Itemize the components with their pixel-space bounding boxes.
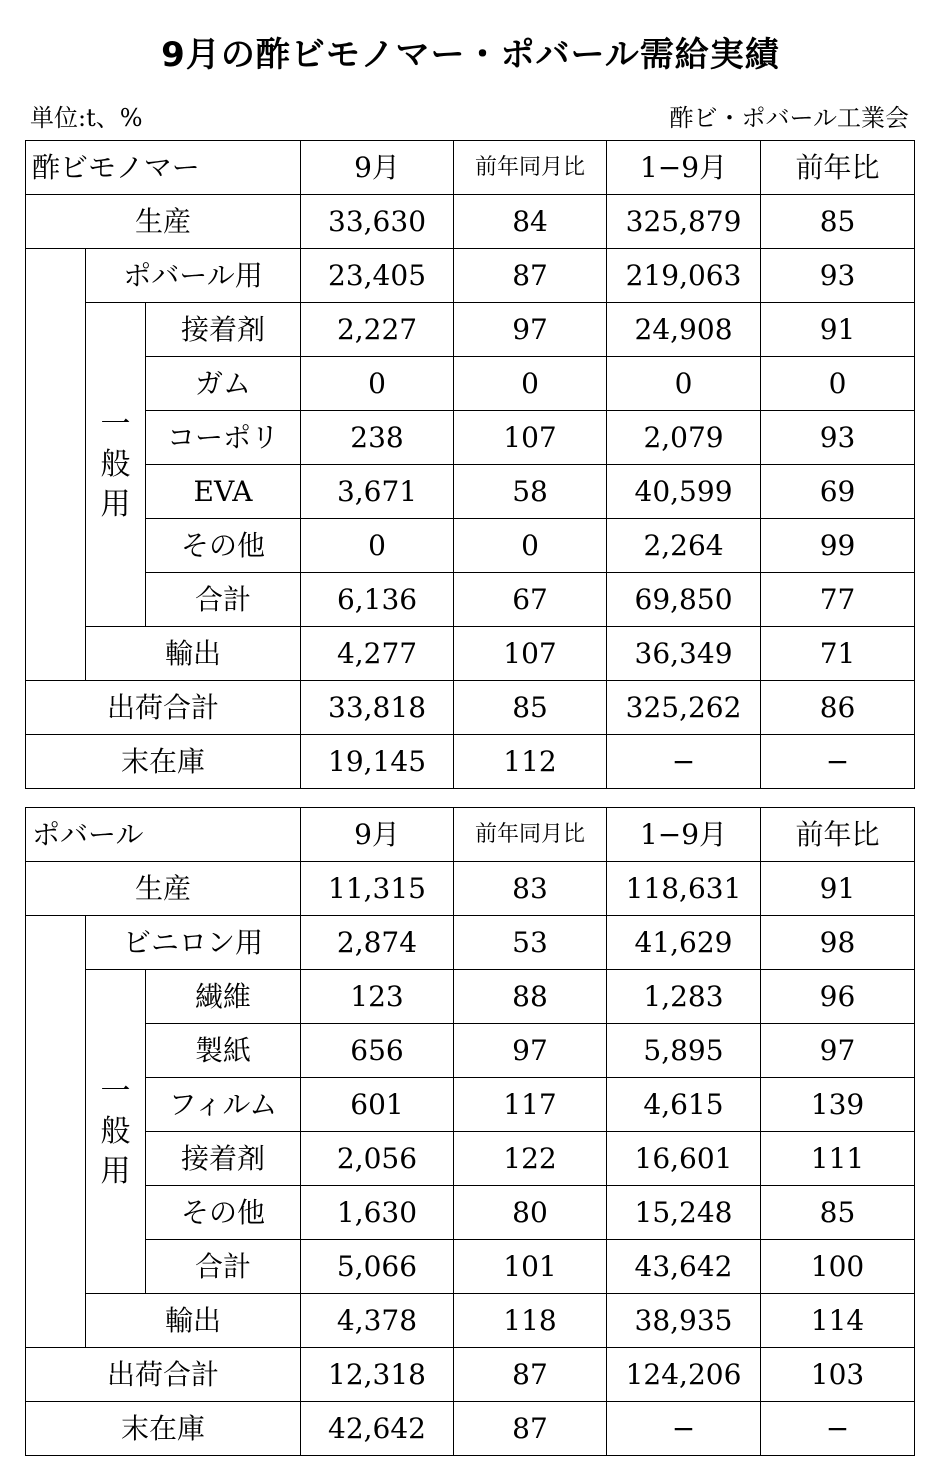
unit-label: 単位:t、% [30, 104, 143, 132]
table-row [26, 1186, 915, 1240]
table-row [26, 465, 915, 519]
cell: 23,405 [301, 249, 454, 303]
cell: 93 [761, 411, 915, 465]
cell: 85 [454, 681, 607, 735]
cell: 601 [301, 1078, 454, 1132]
row-label: 生産 [26, 195, 301, 249]
cell: 1,283 [607, 970, 761, 1024]
vertical-text [86, 405, 145, 525]
cell: 84 [454, 195, 607, 249]
col-header-ytd: 1−9月 [607, 141, 761, 195]
cell: 24,908 [607, 303, 761, 357]
cell: 15,248 [607, 1186, 761, 1240]
row-label: フィルム [146, 1078, 301, 1132]
indent-spacer [26, 249, 86, 681]
vertical-char: 般 [100, 446, 131, 482]
row-label: ビニロン用 [86, 916, 301, 970]
general-use-label [86, 970, 146, 1294]
table-row [26, 303, 915, 357]
row-label: 末在庫 [26, 735, 301, 789]
table-row [26, 1294, 915, 1348]
product-name: 酢ビモノマー [26, 141, 301, 195]
col-header-yoy: 前年比 [761, 141, 915, 195]
cell: 80 [454, 1186, 607, 1240]
cell: 325,879 [607, 195, 761, 249]
cell: 238 [301, 411, 454, 465]
cell: 112 [454, 735, 607, 789]
cell: 38,935 [607, 1294, 761, 1348]
table-row [26, 1348, 915, 1402]
col-header-yoy: 前年比 [761, 808, 915, 862]
row-label: 合計 [146, 573, 301, 627]
row-label: EVA [146, 465, 301, 519]
table-row [26, 1078, 915, 1132]
table-row [26, 862, 915, 916]
vertical-char: 一 [100, 406, 131, 442]
col-header-yoy-month: 前年同月比 [454, 808, 607, 862]
table-row [26, 357, 915, 411]
cell: 91 [761, 303, 915, 357]
cell: 139 [761, 1078, 915, 1132]
indent-spacer [26, 916, 86, 1348]
table-row [26, 1240, 915, 1294]
cell: 0 [761, 357, 915, 411]
row-label: 製紙 [146, 1024, 301, 1078]
table-row [26, 681, 915, 735]
cell: 33,818 [301, 681, 454, 735]
cell: 656 [301, 1024, 454, 1078]
col-header-month: 9月 [301, 141, 454, 195]
cell: 103 [761, 1348, 915, 1402]
table-row [26, 735, 915, 789]
table-row [26, 573, 915, 627]
cell: 101 [454, 1240, 607, 1294]
cell: 16,601 [607, 1132, 761, 1186]
general-use-label [86, 303, 146, 627]
col-header-ytd: 1−9月 [607, 808, 761, 862]
row-label: その他 [146, 1186, 301, 1240]
table-row [26, 970, 915, 1024]
col-header-yoy-month: 前年同月比 [454, 141, 607, 195]
vertical-char: 一 [100, 1073, 131, 1109]
cell: 11,315 [301, 862, 454, 916]
cell: 2,874 [301, 916, 454, 970]
row-label: 出荷合計 [26, 1348, 301, 1402]
row-label: ガム [146, 357, 301, 411]
cell: 2,264 [607, 519, 761, 573]
cell: 19,145 [301, 735, 454, 789]
cell: 118,631 [607, 862, 761, 916]
row-label: 輸出 [86, 627, 301, 681]
cell: 118 [454, 1294, 607, 1348]
cell: 2,056 [301, 1132, 454, 1186]
cell: 6,136 [301, 573, 454, 627]
cell: 123 [301, 970, 454, 1024]
table-row [26, 195, 915, 249]
row-label: 末在庫 [26, 1402, 301, 1456]
table-row [26, 519, 915, 573]
cell: 87 [454, 1348, 607, 1402]
table-row [26, 1132, 915, 1186]
cell: 1,630 [301, 1186, 454, 1240]
row-label: ポバール用 [86, 249, 301, 303]
row-label: その他 [146, 519, 301, 573]
cell: − [761, 1402, 915, 1456]
cell: 87 [454, 249, 607, 303]
cell: 0 [301, 519, 454, 573]
cell: 77 [761, 573, 915, 627]
row-label: 生産 [26, 862, 301, 916]
cell: 96 [761, 970, 915, 1024]
cell: 85 [761, 1186, 915, 1240]
cell: 53 [454, 916, 607, 970]
cell: 40,599 [607, 465, 761, 519]
row-label: 輸出 [86, 1294, 301, 1348]
table-header-row [26, 808, 915, 862]
cell: 117 [454, 1078, 607, 1132]
cell: 0 [454, 519, 607, 573]
table-row [26, 627, 915, 681]
cell: 2,079 [607, 411, 761, 465]
cell: 0 [454, 357, 607, 411]
cell: 124,206 [607, 1348, 761, 1402]
cell: 97 [454, 1024, 607, 1078]
cell: 67 [454, 573, 607, 627]
row-label: 接着剤 [146, 1132, 301, 1186]
cell: 42,642 [301, 1402, 454, 1456]
cell: 85 [761, 195, 915, 249]
cell: 69,850 [607, 573, 761, 627]
table-row [26, 249, 915, 303]
table-row [26, 411, 915, 465]
vertical-char: 用 [100, 486, 131, 522]
vertical-char: 用 [100, 1153, 131, 1189]
cell: 69 [761, 465, 915, 519]
cell: 98 [761, 916, 915, 970]
cell: 100 [761, 1240, 915, 1294]
cell: 99 [761, 519, 915, 573]
cell: 325,262 [607, 681, 761, 735]
cell: 4,378 [301, 1294, 454, 1348]
source-label: 酢ビ・ポバール工業会 [669, 104, 909, 132]
row-label: コーポリ [146, 411, 301, 465]
row-label: 接着剤 [146, 303, 301, 357]
cell: 86 [761, 681, 915, 735]
cell: 0 [301, 357, 454, 411]
cell: 4,277 [301, 627, 454, 681]
cell: 87 [454, 1402, 607, 1456]
cell: 36,349 [607, 627, 761, 681]
cell: 93 [761, 249, 915, 303]
page-title: 9月の酢ビモノマー・ポバール需給実績 [161, 35, 780, 75]
product-name: ポバール [26, 808, 301, 862]
vam-table [25, 140, 915, 789]
cell: 91 [761, 862, 915, 916]
cell: 12,318 [301, 1348, 454, 1402]
cell: 0 [607, 357, 761, 411]
table-header-row [26, 141, 915, 195]
cell: 4,615 [607, 1078, 761, 1132]
cell: 107 [454, 627, 607, 681]
vertical-text [86, 1072, 145, 1192]
cell: 5,895 [607, 1024, 761, 1078]
table-row [26, 916, 915, 970]
cell: 97 [761, 1024, 915, 1078]
cell: 41,629 [607, 916, 761, 970]
row-label: 出荷合計 [26, 681, 301, 735]
cell: 88 [454, 970, 607, 1024]
table-row [26, 1402, 915, 1456]
cell: 43,642 [607, 1240, 761, 1294]
pva-table [25, 807, 915, 1456]
cell: 114 [761, 1294, 915, 1348]
cell: − [607, 735, 761, 789]
cell: 5,066 [301, 1240, 454, 1294]
cell: 83 [454, 862, 607, 916]
cell: 122 [454, 1132, 607, 1186]
cell: 2,227 [301, 303, 454, 357]
cell: 97 [454, 303, 607, 357]
cell: 219,063 [607, 249, 761, 303]
cell: 58 [454, 465, 607, 519]
cell: 107 [454, 411, 607, 465]
col-header-month: 9月 [301, 808, 454, 862]
row-label: 繊維 [146, 970, 301, 1024]
cell: 33,630 [301, 195, 454, 249]
cell: − [761, 735, 915, 789]
cell: 111 [761, 1132, 915, 1186]
table-row [26, 1024, 915, 1078]
cell: − [607, 1402, 761, 1456]
cell: 71 [761, 627, 915, 681]
cell: 3,671 [301, 465, 454, 519]
row-label: 合計 [146, 1240, 301, 1294]
vertical-char: 般 [100, 1113, 131, 1149]
